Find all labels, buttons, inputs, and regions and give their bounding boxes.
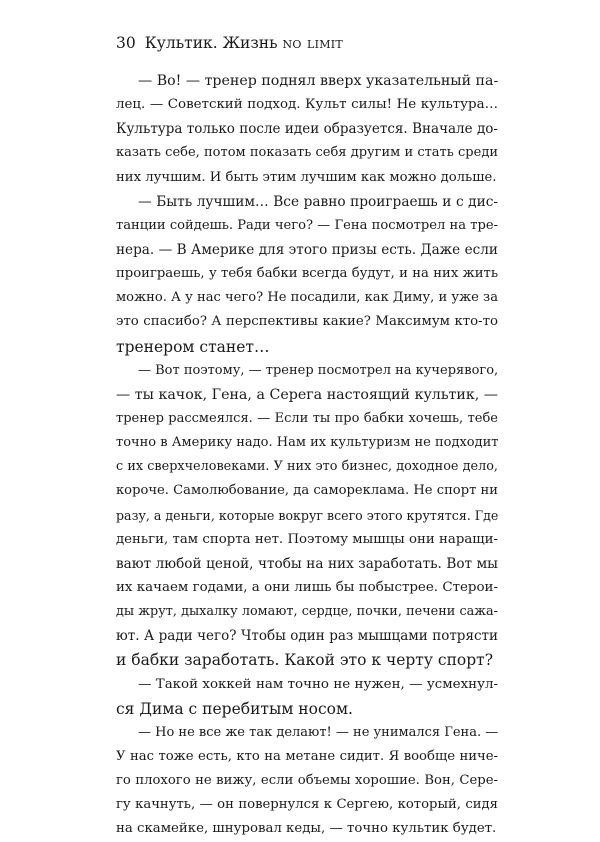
text-line: — Вот поэтому, — тренер посмотрел на кучерявого, — [138, 362, 499, 378]
text-line: — Но не все же так делают! — не унимался Гена. — — [138, 724, 499, 740]
text-line: точно в Америку надо. Нам их культуризм не подходит — [116, 435, 499, 451]
paragraph — [116, 190, 498, 359]
text-line: это спасибо? А перспективы какие? Максимум кто-то — [116, 314, 498, 330]
text-line: У нас тоже есть, кто на метане сидит. Я вообще ниче- — [116, 748, 498, 764]
text-line: нера. — В Америке для этого призы есть. Даже если — [116, 241, 498, 258]
text-line: тренером станет… — [116, 337, 270, 356]
paragraph — [116, 359, 498, 673]
running-head — [116, 33, 343, 53]
text-line: ды жрут, дыхалку ломают, сердце, почки, печени сажа- — [116, 604, 498, 620]
text-line: Культура только после идеи образуется. Вначале до- — [116, 121, 498, 138]
text-line: можно. А у нас чего? Не посадили, как Диму, и уже за — [116, 290, 499, 306]
text-line: них лучшим. И быть этим лучшим как можно дольше. — [116, 169, 497, 185]
text-line: го плохого не вижу, если объемы хорошие. Вон, Сере- — [116, 773, 498, 789]
text-line: деньги, там спорта нет. Поэтому мышцы они наращи- — [116, 531, 498, 547]
text-line: лец. — Советский подход. Культ силы! Не культура… — [116, 97, 498, 113]
text-line: на скамейке, шнуровал кеды, — точно культик будет. — [116, 821, 497, 837]
text-line: с их сверхчеловеками. У них это бизнес, доходное дело, — [116, 459, 498, 475]
text-line: проиграешь, у тебя бабки всегда будут, и на них жить — [116, 266, 498, 282]
text-line: и бабки заработать. Какой это к черту спорт? — [116, 651, 494, 670]
running-head-title: Культик. Жизнь — [144, 34, 278, 52]
page-number: 30 — [116, 34, 136, 52]
text-line: — Быть лучшим… Все равно проиграешь и с дис- — [138, 193, 498, 210]
text-line: гу качнуть, — он повернулся к Сергею, который, сидя — [116, 797, 498, 813]
body-text — [116, 69, 498, 842]
text-line: казать себе, потом показать себя другим и стать среди — [116, 145, 498, 161]
paragraph — [116, 721, 498, 842]
text-line: танции сойдешь. Ради чего? — Гена посмотрел на тре- — [116, 217, 498, 233]
text-line: — Такой хоккей нам точно не нужен, — усмехнул- — [138, 676, 498, 692]
text-line: — ты качок, Гена, а Серега настоящий культик, — — [116, 386, 498, 403]
paragraph — [116, 69, 498, 190]
text-line: вают любой ценой, чтобы на них заработать. Вот мы — [116, 555, 498, 572]
text-line: ся Дима с перебитым носом. — [116, 699, 353, 718]
text-line: короче. Самолюбование, да самореклама. Не спорт ни — [116, 483, 498, 499]
paragraph — [116, 673, 498, 721]
running-head-title-smallcaps: no limit — [282, 34, 344, 52]
text-line: разу, а деньги, которые вокруг всего этого крутятся. Где — [116, 507, 499, 523]
text-line: — Во! — тренер поднял вверх указательный па- — [138, 73, 499, 89]
text-line: их качаем годами, а они лишь бы побыстрее. Стерои- — [116, 579, 498, 595]
text-line: ют. А ради чего? Чтобы один раз мышцами потрясти — [116, 628, 498, 645]
text-line: тренер рассмеялся. — Если ты про бабки хочешь, тебе — [116, 410, 498, 426]
